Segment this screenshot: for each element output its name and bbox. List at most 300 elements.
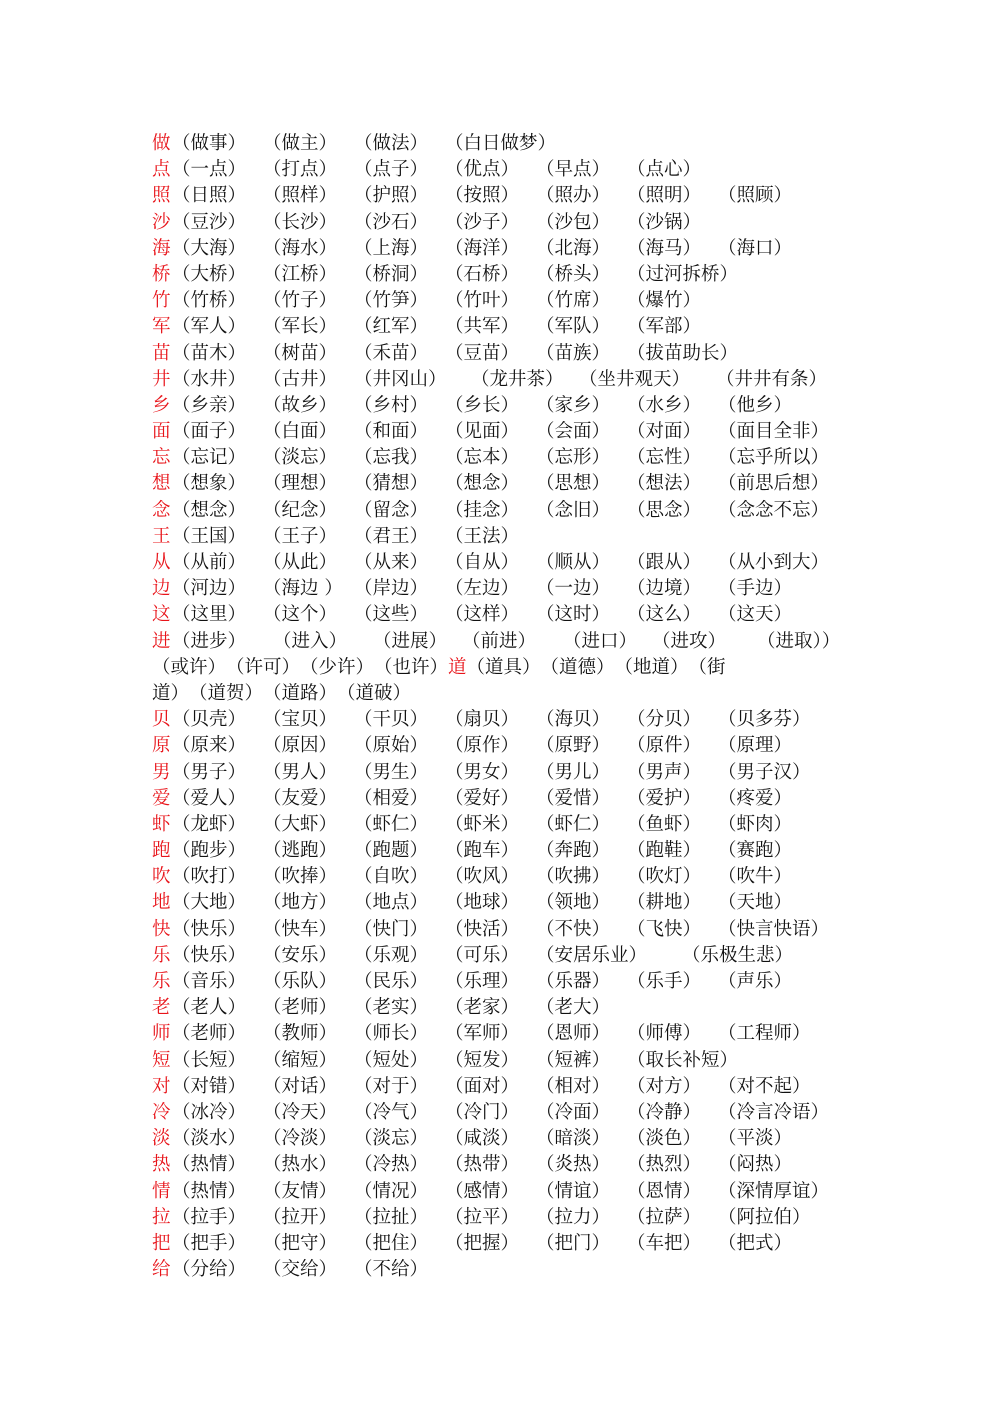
- word-entry: （点心）: [627, 159, 702, 181]
- word-entry: （老大）: [536, 997, 611, 1019]
- word-entry: （手边）: [718, 578, 793, 600]
- word-row: [152, 733, 857, 759]
- word-entry: （照顾）: [718, 185, 793, 207]
- word-entry: （进步）: [172, 630, 247, 652]
- word-entry: （相对）: [536, 1075, 611, 1097]
- word-entry: （忘本）: [445, 447, 520, 469]
- word-entry: （面目全非）: [718, 421, 830, 443]
- word-entry: （深情厚谊）: [718, 1180, 830, 1202]
- head-character: 王: [152, 525, 171, 547]
- word-entry: （音乐）: [172, 971, 247, 992]
- word-entry: （忘记）: [172, 447, 247, 469]
- word-entry: （从此）: [263, 552, 338, 573]
- word-entry: （这时）: [536, 604, 611, 626]
- word-row: [152, 262, 857, 288]
- word-entry: （军长）: [263, 316, 338, 338]
- word-entry: （暗淡）: [536, 1128, 611, 1150]
- word-entry: （从前）: [172, 552, 247, 573]
- word-entry: （坐井观天）: [579, 368, 691, 390]
- word-entry: （男人）: [263, 761, 338, 783]
- word-entry: （冷言冷语）: [718, 1101, 830, 1123]
- word-entry: （自吹）: [354, 866, 429, 888]
- word-entry: （猜想）: [354, 473, 429, 495]
- head-character: 虾: [152, 813, 171, 835]
- word-entry: （冰冷）: [172, 1101, 247, 1123]
- word-row: [152, 131, 857, 157]
- head-character: 这: [152, 604, 171, 626]
- word-entry: （军师）: [445, 1023, 520, 1045]
- word-entry: （把手）: [172, 1232, 247, 1254]
- word-entry: （思念）: [627, 499, 702, 521]
- head-character: 拉: [152, 1206, 171, 1228]
- word-entry: （护照）: [354, 185, 429, 207]
- word-entry: （竹桥）: [172, 290, 247, 312]
- head-character: 乡: [152, 394, 171, 416]
- word-entry: （情况）: [354, 1180, 429, 1202]
- word-entry: （冷天）: [263, 1101, 338, 1123]
- word-entry: （面对）: [445, 1075, 520, 1097]
- word-entry: （情谊）: [536, 1180, 611, 1202]
- word-entry: （爱惜）: [536, 787, 611, 809]
- word-row: [152, 812, 857, 838]
- word-entry: （红军）: [354, 316, 429, 338]
- word-entry: （跑鞋）: [627, 840, 702, 862]
- word-entry: （乡村）: [354, 394, 429, 416]
- word-row: [152, 1152, 857, 1178]
- word-entry: （虾肉）: [718, 813, 793, 835]
- head-character: 军: [152, 316, 171, 338]
- word-row: [152, 1074, 857, 1100]
- word-row: [152, 1100, 857, 1126]
- word-entry: （苗木）: [172, 342, 247, 364]
- word-row: [152, 393, 857, 419]
- word-entry: （扇贝）: [445, 709, 520, 731]
- word-row: [152, 864, 857, 890]
- word-entry: （把式）: [718, 1232, 793, 1254]
- word-entry: （淡忘）: [354, 1128, 429, 1150]
- word-entry: （民乐）: [354, 971, 429, 992]
- word-entry: （热带）: [445, 1154, 520, 1176]
- head-character: 念: [152, 499, 171, 521]
- head-character: 对: [152, 1075, 171, 1097]
- word-entry: （白日做梦）: [445, 133, 557, 154]
- word-entry: （炎热）: [536, 1154, 611, 1176]
- word-entry: （面子）: [172, 421, 247, 443]
- word-entry: （沙子）: [445, 211, 520, 233]
- word-row: [152, 890, 857, 916]
- word-row: [152, 550, 857, 576]
- word-entry: （吹风）: [445, 866, 520, 888]
- word-entry: （热情）: [172, 1180, 247, 1202]
- word-row: [152, 786, 857, 812]
- word-entry: （热情）: [172, 1154, 247, 1176]
- word-entry: （想念）: [172, 499, 247, 521]
- word-entry: （做事）: [172, 133, 247, 154]
- head-character: 短: [152, 1049, 171, 1071]
- word-entry: （竹子）: [263, 290, 338, 312]
- word-entry: （车把）: [627, 1232, 702, 1254]
- word-entry: （进口）: [563, 630, 638, 652]
- word-row: [152, 419, 857, 445]
- word-row: [152, 707, 857, 733]
- word-entry: （左边）: [445, 578, 520, 600]
- word-entry: （豆苗）: [445, 342, 520, 364]
- word-row: [152, 629, 857, 655]
- word-entry: （原因）: [263, 735, 338, 757]
- word-row: [152, 1126, 857, 1152]
- head-character: 苗: [152, 342, 171, 364]
- word-entry: （桥洞）: [354, 263, 429, 285]
- word-entry: （做法）: [354, 133, 429, 154]
- word-row: [152, 576, 857, 602]
- word-entry: （原来）: [172, 735, 247, 757]
- word-entry: （进攻）: [652, 630, 727, 652]
- word-entry: （冷门）: [445, 1101, 520, 1123]
- head-character: 热: [152, 1154, 171, 1176]
- word-entry: （拉力）: [536, 1206, 611, 1228]
- word-entry: （军队）: [536, 316, 611, 338]
- head-character: 道: [448, 656, 467, 678]
- word-entry: （短发）: [445, 1049, 520, 1071]
- word-entry: （拉平）: [445, 1206, 520, 1228]
- word-entry: （逃跑）: [263, 840, 338, 862]
- word-entry: （海口）: [718, 237, 793, 259]
- head-character: 给: [152, 1259, 171, 1281]
- word-entry: （龙井茶）: [471, 368, 564, 390]
- word-entry: （海边 ）: [263, 578, 343, 600]
- word-entry: （原始）: [354, 735, 429, 757]
- word-entry: （恩师）: [536, 1023, 611, 1045]
- word-entry: （大虾）: [263, 813, 338, 835]
- word-row: [152, 602, 857, 628]
- word-entry: （王子）: [263, 525, 338, 547]
- word-entry: （取长补短）: [627, 1049, 739, 1071]
- word-entry: （赛跑）: [718, 840, 793, 862]
- word-entry: （留念）: [354, 499, 429, 521]
- word-entry: （点子）: [354, 159, 429, 181]
- word-row: [152, 367, 857, 393]
- word-entry: （这天）: [718, 604, 793, 626]
- word-entry: （前进）: [462, 630, 537, 652]
- head-character: 桥: [152, 263, 171, 285]
- word-entry: （虾米）: [445, 813, 520, 835]
- word-entry: （耕地）: [627, 892, 702, 914]
- word-row: [152, 236, 857, 262]
- word-entry: （原野）: [536, 735, 611, 757]
- head-character: 老: [152, 997, 171, 1019]
- word-entry: （贝多芬）: [718, 709, 811, 731]
- word-entry: （大海）: [172, 237, 247, 259]
- word-entry: （优点）: [445, 159, 520, 181]
- word-entry: （念念不忘）: [718, 499, 830, 521]
- word-entry: （淡水）: [172, 1128, 247, 1150]
- word-entry: （快车）: [263, 918, 338, 940]
- word-row: [152, 1021, 857, 1047]
- word-entry: （教师）: [263, 1023, 338, 1045]
- word-entry: （岸边）: [354, 578, 429, 600]
- head-character: 做: [152, 133, 171, 154]
- word-entry: （师长）: [354, 1023, 429, 1045]
- word-entry: （禾苗）: [354, 342, 429, 364]
- word-entry: （短处）: [354, 1049, 429, 1071]
- word-entry: （古井）: [263, 368, 338, 390]
- word-entry: （按照）: [445, 185, 520, 207]
- word-entry: （感情）: [445, 1180, 520, 1202]
- word-entry: （拉扯）: [354, 1206, 429, 1228]
- word-entry: （海洋）: [445, 237, 520, 259]
- word-entry: （跑车）: [445, 840, 520, 862]
- word-row: [152, 445, 857, 471]
- word-entry: （老师）: [263, 997, 338, 1019]
- word-entry: （忘我）: [354, 447, 429, 469]
- word-entry: （想念）: [445, 473, 520, 495]
- word-entry: （纪念）: [263, 499, 338, 521]
- word-entry: （念旧）: [536, 499, 611, 521]
- word-entry: （快乐）: [172, 944, 247, 966]
- word-entry: （北海）: [536, 237, 611, 259]
- word-row: [152, 341, 857, 367]
- word-entry: （王法）: [445, 525, 520, 547]
- word-entry: （乐器）: [536, 971, 611, 992]
- word-entry: （对面）: [627, 421, 702, 443]
- word-entry: （进展）: [373, 630, 448, 652]
- word-entry: （地球）: [445, 892, 520, 914]
- word-entry: （想象）: [172, 473, 247, 495]
- word-entry: （思想）: [536, 473, 611, 495]
- word-row: [152, 943, 857, 969]
- word-entry: （河边）: [172, 578, 247, 600]
- word-entry: （男儿）: [536, 761, 611, 783]
- word-entry: （乐极生悲）: [682, 944, 794, 966]
- word-entry: （这里）: [172, 604, 247, 626]
- word-entry: （会面）: [536, 421, 611, 443]
- word-entry: （虾仁）: [536, 813, 611, 835]
- head-character: 沙: [152, 211, 171, 233]
- word-entry: （咸淡）: [445, 1128, 520, 1150]
- word-entry: （井井有条）: [716, 368, 828, 390]
- word-entry: （男子汉）: [718, 761, 811, 783]
- word-entry: （拉手）: [172, 1206, 247, 1228]
- word-entry: （冷静）: [627, 1101, 702, 1123]
- word-entry: （打点）: [263, 159, 338, 181]
- word-entry: （地点）: [354, 892, 429, 914]
- word-entry: （日照）: [172, 185, 247, 207]
- head-character: 男: [152, 761, 171, 783]
- word-entry: （对错）: [172, 1075, 247, 1097]
- word-entry: （干贝）: [354, 709, 429, 731]
- head-character: 井: [152, 368, 171, 390]
- word-entry: （热水）: [263, 1154, 338, 1176]
- word-row: [152, 157, 857, 183]
- word-entry: （闷热）: [718, 1154, 793, 1176]
- head-character: 想: [152, 473, 171, 495]
- word-entry: （恩情）: [627, 1180, 702, 1202]
- word-entry: （对方）: [627, 1075, 702, 1097]
- word-entry: （原理）: [718, 735, 793, 757]
- word-entry: （早点）: [536, 159, 611, 181]
- word-entry: （竹笋）: [354, 290, 429, 312]
- word-entry: （乐观）: [354, 944, 429, 966]
- word-entry: （前思后想）: [718, 473, 830, 495]
- word-entry: （进取））: [757, 630, 841, 652]
- word-entry: （大地）: [172, 892, 247, 914]
- head-character: 快: [152, 918, 171, 940]
- word-entry: （老实）: [354, 997, 429, 1019]
- word-entry: （照办）: [536, 185, 611, 207]
- word-entry: （从来）: [354, 552, 429, 573]
- word-entry: （淡色）: [627, 1128, 702, 1150]
- word-entry: （平淡）: [718, 1128, 793, 1150]
- word-entry: （缩短）: [263, 1049, 338, 1071]
- word-entry: （顺从）: [536, 552, 611, 573]
- word-entry: （这些）: [354, 604, 429, 626]
- head-character: 乐: [152, 944, 171, 966]
- head-character: 面: [152, 421, 171, 443]
- head-character: 淡: [152, 1128, 171, 1150]
- word-entry: （故乡）: [263, 394, 338, 416]
- word-row: [152, 995, 857, 1021]
- head-character: 跑: [152, 840, 171, 862]
- word-entry: （忘乎所以）: [718, 447, 830, 469]
- word-entry: （进入）: [273, 630, 348, 652]
- word-entry: （理想）: [263, 473, 338, 495]
- word-entry: （拉萨）: [627, 1206, 702, 1228]
- word-entry: （龙虾）: [172, 813, 247, 835]
- word-entry: （领地）: [536, 892, 611, 914]
- word-entry: （男声）: [627, 761, 702, 783]
- word-entry: （对于）: [354, 1075, 429, 1097]
- word-entry: （疼爱）: [718, 787, 793, 809]
- word-entry: （边境）: [627, 578, 702, 600]
- word-entry: （竹叶）: [445, 290, 520, 312]
- word-entry: （把门）: [536, 1232, 611, 1254]
- head-character: 竹: [152, 290, 171, 312]
- word-entry: （沙锅）: [627, 211, 702, 233]
- word-entry: （老师）: [172, 1023, 247, 1045]
- head-character: 原: [152, 735, 171, 757]
- word-entry: （跑步）: [172, 840, 247, 862]
- word-entry: （快乐）: [172, 918, 247, 940]
- word-entry: （这个）: [263, 604, 338, 626]
- head-character: 冷: [152, 1101, 171, 1123]
- word-entry: （爱好）: [445, 787, 520, 809]
- word-entry: （王国）: [172, 525, 247, 547]
- word-entry: （地方）: [263, 892, 338, 914]
- word-row: [152, 498, 857, 524]
- word-entry: （跟从）: [627, 552, 702, 573]
- word-entry: （忘形）: [536, 447, 611, 469]
- word-entry: （乐队）: [263, 971, 338, 992]
- word-entry: （长短）: [172, 1049, 247, 1071]
- word-entry: （家乡）: [536, 394, 611, 416]
- word-entry: （沙石）: [354, 211, 429, 233]
- word-entry: （吹灯）: [627, 866, 702, 888]
- word-entry: （乡长）: [445, 394, 520, 416]
- word-entry: （一边）: [536, 578, 611, 600]
- word-row: [152, 1048, 857, 1074]
- head-character: 边: [152, 578, 171, 600]
- word-entry: （不给）: [354, 1259, 429, 1281]
- word-entry: （天地）: [718, 892, 793, 914]
- word-group: （道具） （道德） （地道） （街: [466, 656, 726, 678]
- word-entry: （井冈山）: [354, 368, 447, 390]
- word-row: [152, 471, 857, 497]
- word-entry: （老人）: [172, 997, 247, 1019]
- word-entry: （爱人）: [172, 787, 247, 809]
- head-character: 从: [152, 552, 171, 573]
- word-entry: （冷气）: [354, 1101, 429, 1123]
- word-entry: （声乐）: [718, 971, 793, 992]
- word-entry: （大桥）: [172, 263, 247, 285]
- word-entry: （可乐）: [445, 944, 520, 966]
- head-character: 吹: [152, 866, 171, 888]
- word-entry: （友爱）: [263, 787, 338, 809]
- word-entry: （照样）: [263, 185, 338, 207]
- word-entry: （冷热）: [354, 1154, 429, 1176]
- word-entry: （淡忘）: [263, 447, 338, 469]
- head-character: 照: [152, 185, 171, 207]
- word-entry: （拉开）: [263, 1206, 338, 1228]
- word-entry: （苗族）: [536, 342, 611, 364]
- word-entry: （过河拆桥）: [627, 263, 739, 285]
- word-entry: （自从）: [445, 552, 520, 573]
- word-entry: （他乡）: [718, 394, 793, 416]
- head-character: 师: [152, 1023, 171, 1045]
- head-character: 爱: [152, 787, 171, 809]
- word-entry: （交给）: [263, 1259, 338, 1281]
- word-entry: （原件）: [627, 735, 702, 757]
- word-entry: （白面）: [263, 421, 338, 443]
- word-entry: （对话）: [263, 1075, 338, 1097]
- word-entry: （想法）: [627, 473, 702, 495]
- word-entry: （这样）: [445, 604, 520, 626]
- word-entry: （上海）: [354, 237, 429, 259]
- word-entry: （海马）: [627, 237, 702, 259]
- word-entry: （竹席）: [536, 290, 611, 312]
- word-row: [152, 760, 857, 786]
- word-row: [152, 838, 857, 864]
- head-character: 进: [152, 630, 171, 652]
- word-row: [152, 969, 857, 995]
- word-entry: （奔跑）: [536, 840, 611, 862]
- word-entry: （阿拉伯）: [718, 1206, 811, 1228]
- word-row: [152, 314, 857, 340]
- word-entry: （把守）: [263, 1232, 338, 1254]
- word-entry: （水乡）: [627, 394, 702, 416]
- word-entry: （一点）: [172, 159, 247, 181]
- word-entry: （原作）: [445, 735, 520, 757]
- word-entry: （快言快语）: [718, 918, 830, 940]
- word-entry: （男生）: [354, 761, 429, 783]
- word-entry: （老家）: [445, 997, 520, 1019]
- word-entry: （相爱）: [354, 787, 429, 809]
- word-entry: （照明）: [627, 185, 702, 207]
- word-entry: （沙包）: [536, 211, 611, 233]
- word-entry: （树苗）: [263, 342, 338, 364]
- word-entry: （把住）: [354, 1232, 429, 1254]
- word-entry: （鱼虾）: [627, 813, 702, 835]
- word-entry: （爆竹）: [627, 290, 702, 312]
- head-character: 乐: [152, 971, 171, 992]
- word-row: [152, 210, 857, 236]
- word-entry: （海贝）: [536, 709, 611, 731]
- word-entry: （水井）: [172, 368, 247, 390]
- word-row: [152, 1231, 857, 1257]
- word-row: [152, 1257, 857, 1283]
- word-row: [152, 1179, 857, 1205]
- word-entry: （友情）: [263, 1180, 338, 1202]
- word-entry: （共军）: [445, 316, 520, 338]
